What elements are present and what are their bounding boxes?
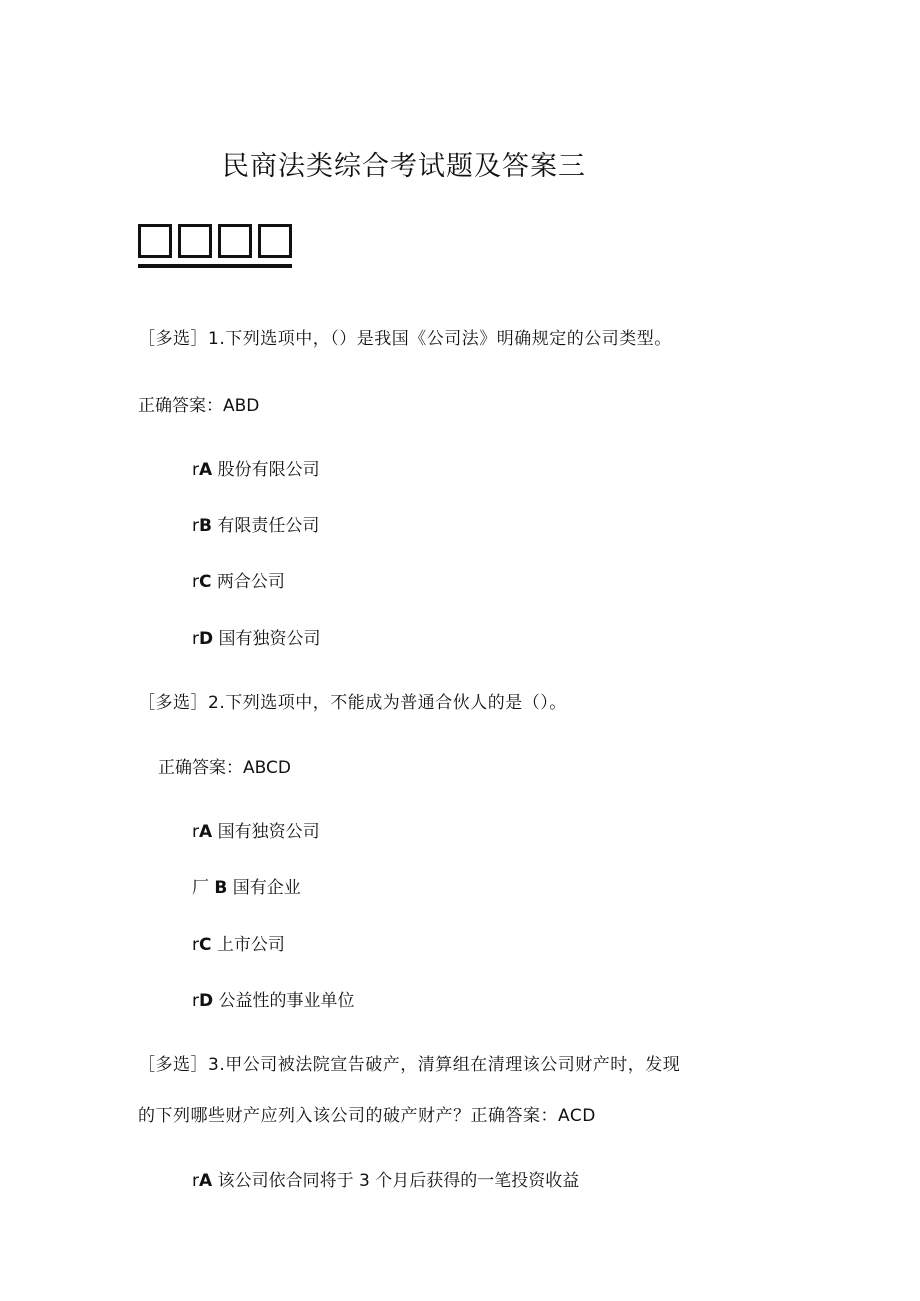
section-heading-placeholder (138, 224, 292, 268)
question-2-stem: ［多选］2.下列选项中，不能成为普通合伙人的是（）。 (138, 693, 567, 713)
question-2-option-a[interactable] (192, 817, 320, 842)
option-text: 上市公司 (216, 935, 285, 955)
option-checkbox-mark: r (192, 572, 199, 592)
question-1-option-b[interactable] (192, 511, 319, 536)
option-letter: A (199, 822, 213, 842)
option-checkbox-mark: r (192, 991, 199, 1011)
option-checkbox-mark: r (192, 935, 199, 955)
question-3-stem-line-2: 的下列哪些财产应列入该公司的破产财产？正确答案：ACD (138, 1106, 596, 1126)
option-text: 公益性的事业单位 (218, 991, 355, 1011)
document-title: 民商法类综合考试题及答案三 (222, 151, 586, 182)
option-letter: D (199, 991, 214, 1011)
option-checkbox-mark: r (192, 460, 199, 480)
option-checkbox-mark: 厂 (192, 878, 209, 898)
question-2-answer: 正确答案：ABCD (158, 758, 291, 778)
option-text: 有限责任公司 (217, 516, 320, 536)
question-1-option-d[interactable] (192, 624, 321, 649)
option-letter: D (199, 629, 214, 649)
option-text: 股份有限公司 (217, 460, 320, 480)
placeholder-glyph-box (218, 224, 252, 258)
question-3-option-a[interactable] (192, 1166, 579, 1191)
option-text: 国有企业 (232, 878, 301, 898)
option-letter: C (199, 572, 212, 592)
option-letter: B (199, 516, 212, 536)
question-2-option-c[interactable] (192, 930, 285, 955)
option-letter: C (199, 935, 212, 955)
option-text: 国有独资公司 (217, 822, 320, 842)
placeholder-glyph-box (178, 224, 212, 258)
option-text: 国有独资公司 (218, 629, 321, 649)
placeholder-glyph-box (138, 224, 172, 258)
option-letter: A (199, 460, 213, 480)
question-1-option-c[interactable] (192, 567, 285, 592)
option-checkbox-mark: r (192, 516, 199, 536)
option-text: 两合公司 (216, 572, 285, 592)
question-1-stem: ［多选］1.下列选项中，（）是我国《公司法》明确规定的公司类型。 (138, 329, 672, 349)
option-checkbox-mark: r (192, 822, 199, 842)
option-letter: B (214, 878, 228, 898)
option-checkbox-mark: r (192, 629, 199, 649)
question-2-option-b[interactable] (192, 873, 301, 898)
question-1-answer: 正确答案：ABD (138, 396, 260, 416)
option-checkbox-mark: r (192, 1171, 199, 1191)
placeholder-glyph-box (258, 224, 292, 258)
question-2-option-d[interactable] (192, 986, 355, 1011)
option-text: 该公司依合同将于 3 个月后获得的一笔投资收益 (217, 1171, 580, 1191)
option-letter: A (199, 1171, 213, 1191)
question-3-stem-line-1: ［多选］3.甲公司被法院宣告破产，清算组在清理该公司财产时，发现 (138, 1055, 681, 1075)
question-1-option-a[interactable] (192, 455, 320, 480)
